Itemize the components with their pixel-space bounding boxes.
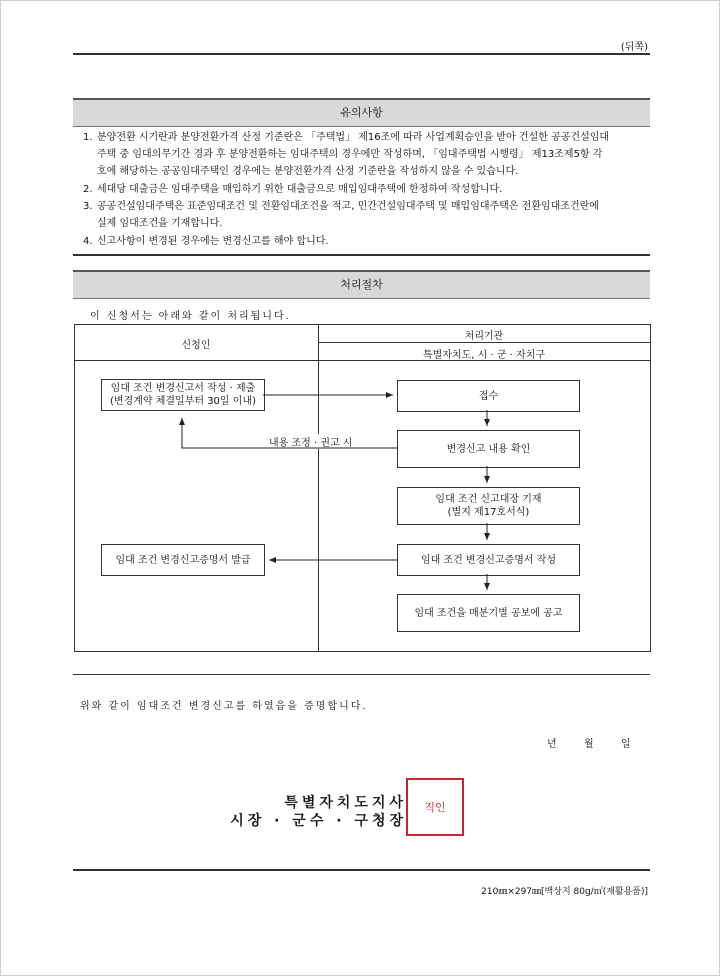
agency-step-register: 임대 조건 신고대장 기재 (별지 제17호서식): [397, 487, 580, 525]
note-item-4: 4. 신고사항이 변경된 경우에는 변경신고를 해야 합니다.: [83, 236, 329, 247]
signer-governor: 특별자치도지사: [284, 795, 407, 811]
bottom-rule: [73, 869, 650, 871]
note-item-1: 1. 분양전환 시기란과 분양전환가격 산정 기준란은 「주택법」 제16조에 따라 사업계획승인을 받아 건설한 공공건설임대 주택 중 임대의무기간 경과 후 분양전환하는 임대주택의 경우에만 작성하며, 「임대주택법 시행령」 제13조제5항 각 호에 해당하는 공공임대주택인 경우에는 분양전환가격 산정 기준란을 작성하지 않을 수 있습니다.: [83, 132, 610, 177]
column-applicant: 신청인: [181, 340, 211, 351]
agency-step-issue: 임대 조건 변경신고증명서 작성: [397, 544, 580, 576]
note-item-2: 2. 세대당 대출금은 임대주택을 매입하기 위한 대출금으로 매입임대주택에 한정하여 작성합니다.: [83, 184, 503, 195]
applicant-submit-box: 임대 조건 변경신고서 작성 · 제출 (변경계약 체결일부터 30일 이내): [101, 379, 265, 411]
procedure-bottom-rule: [73, 674, 650, 675]
note-item-3: 3. 공공건설임대주택은 표준임대조건 및 전환임대조건을 적고, 민간건설임대주택 및 매입임대주택은 전환임대조건란에 실제 임대조건을 기재합니다.: [83, 201, 599, 229]
adjust-label: 내용 조정 · 권고 시: [266, 434, 356, 449]
signer-mayor: 시장 · 군수 · 구청장: [230, 813, 407, 829]
date-year: 년: [547, 739, 557, 750]
page-label: (뒤쪽): [620, 42, 648, 53]
column-agency: 처리기관: [464, 331, 504, 342]
agency-step-receive: 접수: [397, 380, 580, 412]
paper-spec-footer: 210㎜×297㎜[백상지 80g/㎡(재활용품)]: [481, 887, 648, 897]
procedure-intro: 이 신청서는 아래와 같이 처리됩니다.: [90, 311, 291, 322]
official-seal-box: [406, 778, 464, 836]
date-day: 일: [621, 739, 631, 750]
procedure-header: 처리절차: [73, 270, 650, 299]
seal-label: 직인: [424, 801, 446, 814]
arrow-adjust-back: [182, 418, 397, 448]
applicant-certificate-box: 임대 조건 변경신고증명서 발급: [101, 544, 265, 576]
date-month: 월: [584, 739, 594, 750]
notes-header: 유의사항: [73, 98, 650, 127]
agency-step-announce: 임대 조건을 매분기별 공보에 공고: [397, 594, 580, 632]
column-agency-sub: 특별자치도, 시 · 군 · 자치구: [422, 350, 546, 361]
agency-step-verify: 변경신고 내용 확인: [397, 430, 580, 468]
certify-text: 위와 같이 임대조건 변경신고를 하였음을 증명합니다.: [80, 701, 368, 712]
